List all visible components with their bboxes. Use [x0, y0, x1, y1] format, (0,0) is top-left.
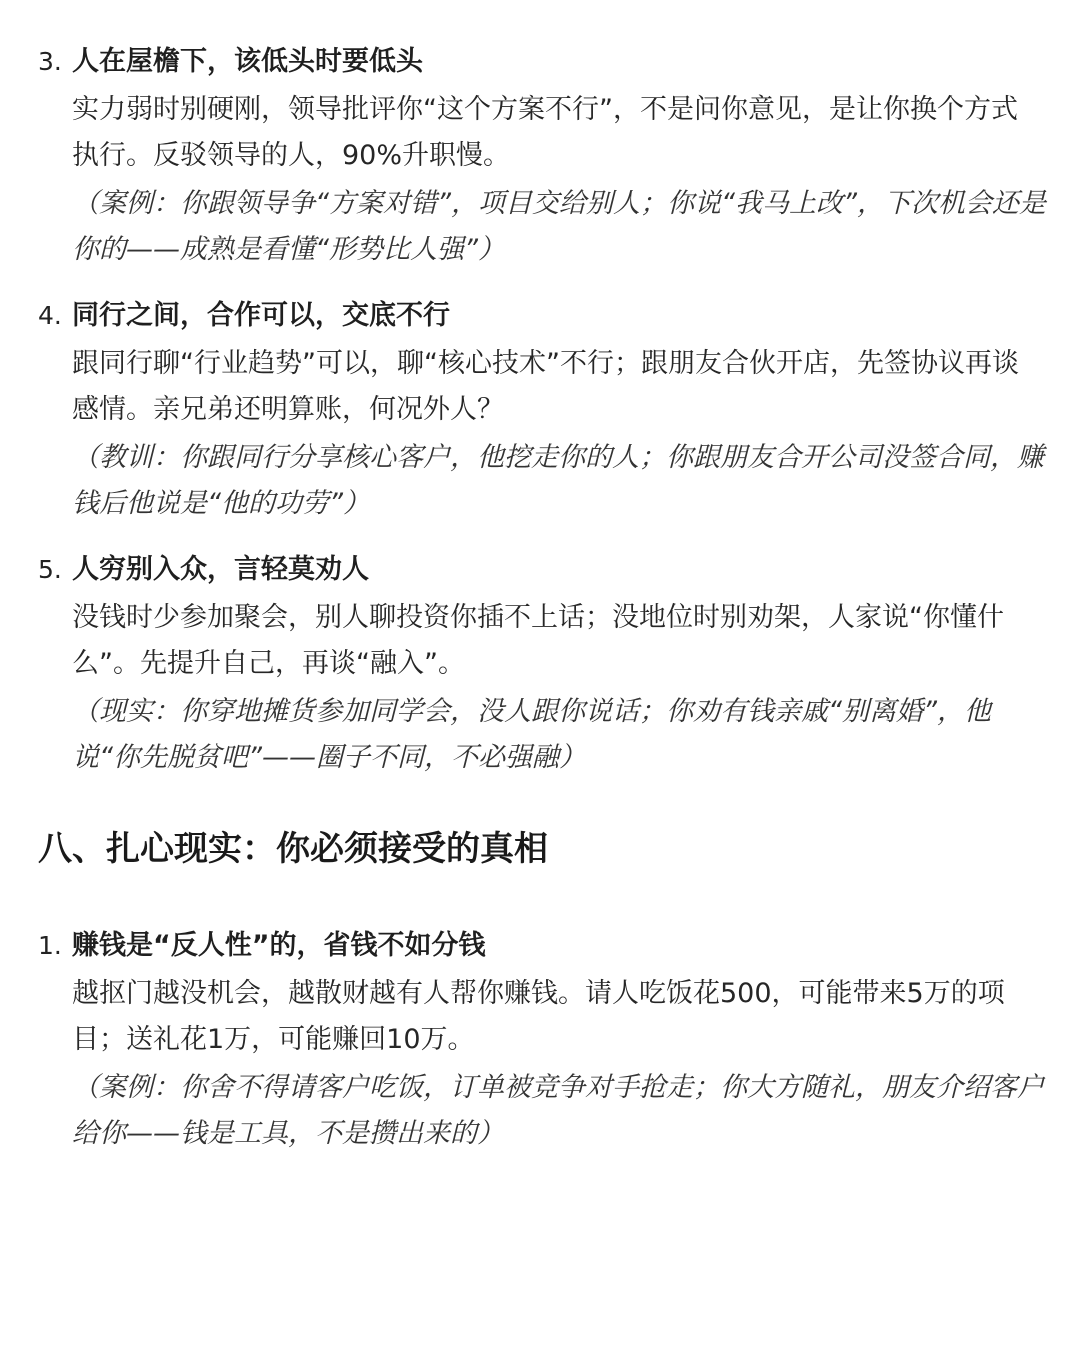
list-item-title: 人在屋檐下，该低头时要低头	[72, 46, 423, 77]
list-item	[38, 37, 1048, 273]
list-item-note: （教训：你跟同行分享核心客户，他挖走你的人；你跟朋友合开公司没签合同，赚钱后他说是“他的功劳”）	[72, 442, 1044, 519]
list-item-number: 5.	[38, 555, 62, 584]
section-heading: 八、扎心现实：你必须接受的真相	[38, 829, 548, 869]
list-item-title: 人穷别入众，言轻莫劝人	[72, 554, 369, 585]
list-item-title: 同行之间，合作可以，交底不行	[72, 300, 450, 331]
list-item-header	[38, 37, 1048, 87]
list-item	[38, 921, 1048, 1157]
list-item-number: 4.	[38, 301, 62, 330]
list-item-body: 跟同行聊“行业趋势”可以，聊“核心技术”不行；跟朋友合伙开店，先签协议再谈感情。亲兄弟还明算账，何况外人？	[72, 348, 1019, 425]
list-item-header	[38, 545, 1048, 595]
list-item-number: 3.	[38, 47, 62, 76]
list-item-body: 没钱时少参加聚会，别人聊投资你插不上话；没地位时别劝架，人家说“你懂什么”。先提升自己，再谈“融入”。	[72, 602, 1004, 679]
list-item-body: 越抠门越没机会，越散财越有人帮你赚钱。请人吃饭花500，可能带来5万的项目；送礼花1万，可能赚回10万。	[72, 978, 1005, 1055]
list-item	[38, 291, 1048, 527]
list-item-number: 1.	[38, 931, 62, 960]
list-item-note: （案例：你跟领导争“方案对错”，项目交给别人；你说“我马上改”，下次机会还是你的——成熟是看懂“形势比人强”）	[72, 188, 1046, 265]
list-item-title: 赚钱是“反人性”的，省钱不如分钱	[72, 930, 486, 961]
list-item-header	[38, 921, 1048, 971]
list-item-note: （现实：你穿地摊货参加同学会，没人跟你说话；你劝有钱亲戚“别离婚”，他说“你先脱贫吧”——圈子不同，不必强融）	[72, 696, 991, 773]
list-item-note: （案例：你舍不得请客户吃饭，订单被竞争对手抢走；你大方随礼，朋友介绍客户给你——钱是工具，不是攒出来的）	[72, 1072, 1044, 1149]
list-item-body: 实力弱时别硬刚，领导批评你“这个方案不行”，不是问你意见，是让你换个方式执行。反驳领导的人，90%升职慢。	[72, 94, 1018, 171]
list-item	[38, 545, 1048, 781]
list-item-header	[38, 291, 1048, 341]
